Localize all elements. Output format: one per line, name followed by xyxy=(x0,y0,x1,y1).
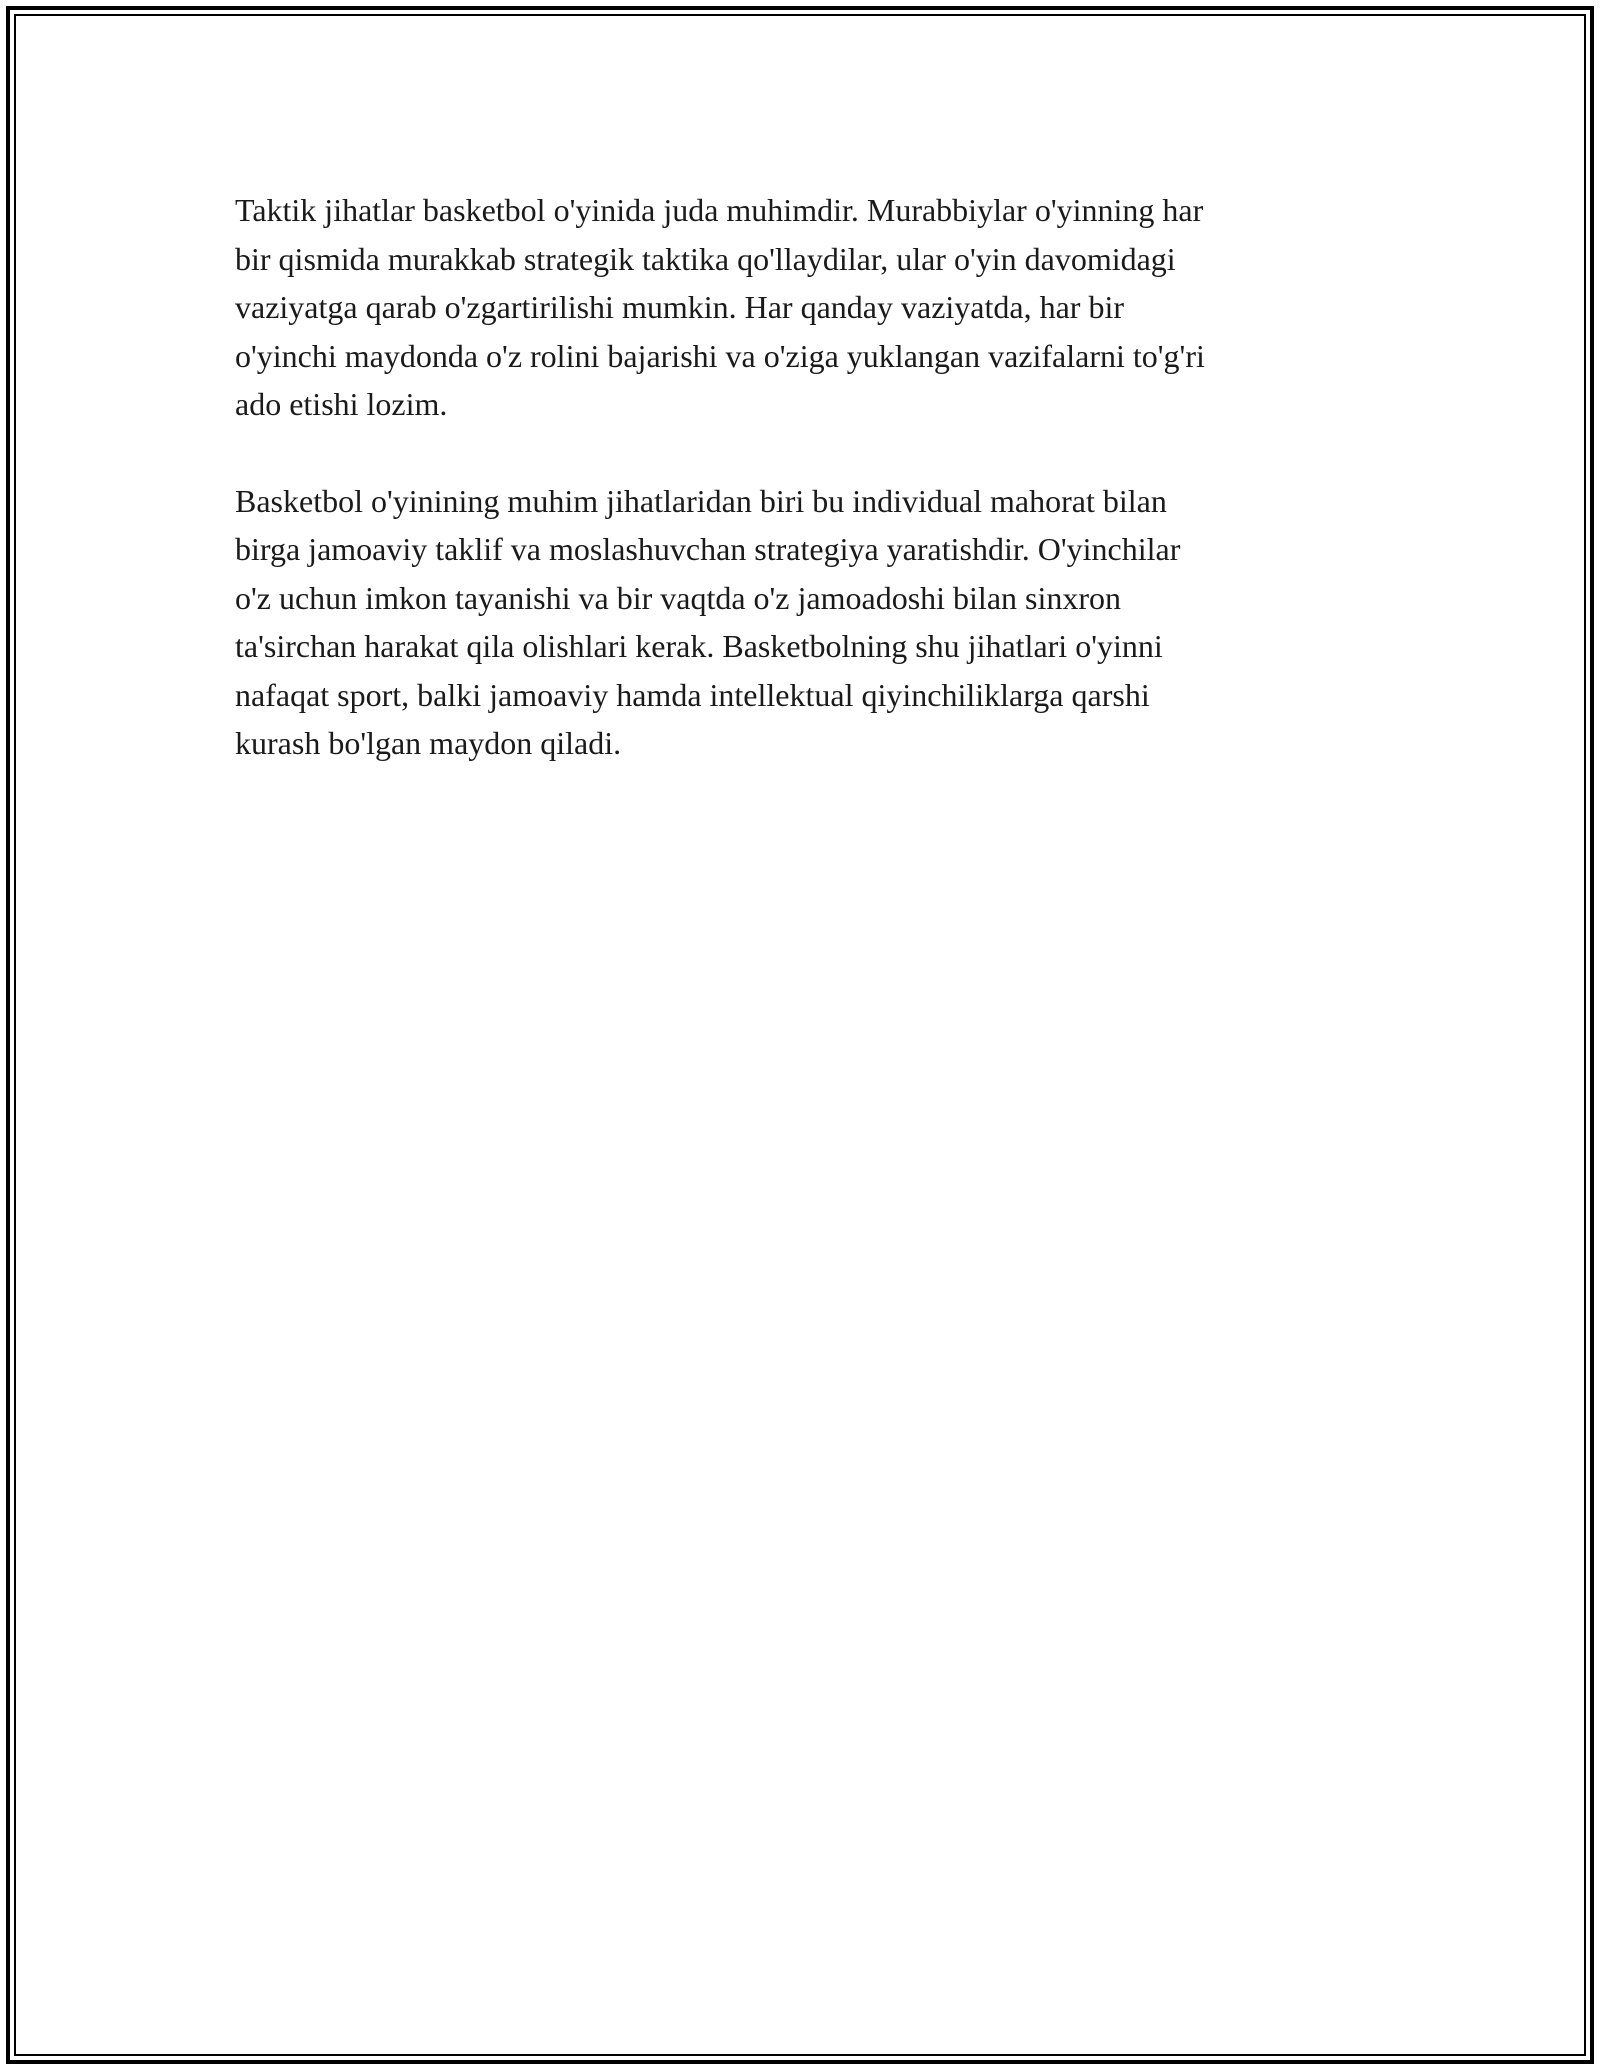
text-line: o'z uchun imkon tayanishi va bir vaqtda o'z jamoadoshi bilan sinxron xyxy=(235,579,1122,616)
text-line: ado etishi lozim. xyxy=(235,386,448,422)
text-line: bir qismida murakkab strategik taktika qo'llaydilar, ular o'yin davomidagi xyxy=(235,240,1176,277)
document-body xyxy=(235,186,1365,816)
paragraph-2 xyxy=(235,477,1365,768)
text-line: ta'sirchan harakat qila olishlari kerak. Basketbolning shu jihatlari o'yinni xyxy=(235,628,1163,664)
text-line: kurash bo'lgan maydon qiladi. xyxy=(235,725,622,761)
text-line: Basketbol o'yinining muhim jihatlaridan biri bu individual mahorat bilan xyxy=(235,482,1167,519)
text-line: Taktik jihatlar basketbol o'yinida juda muhimdir. Murabbiylar o'yinning har xyxy=(235,192,1204,228)
text-line: nafaqat sport, balki jamoaviy hamda intellektual qiyinchiliklarga qarshi xyxy=(235,676,1150,713)
text-line: birga jamoaviy taklif va moslashuvchan strategiya yaratishdir. O'yinchilar xyxy=(235,531,1181,567)
text-line: vaziyatga qarab o'zgartirilishi mumkin. Har qanday vaziyatda, har bir xyxy=(235,289,1124,325)
text-line: o'yinchi maydonda o'z rolini bajarishi va o'ziga yuklangan vazifalarni to'g'ri xyxy=(235,337,1205,374)
paragraph-1 xyxy=(235,186,1365,429)
